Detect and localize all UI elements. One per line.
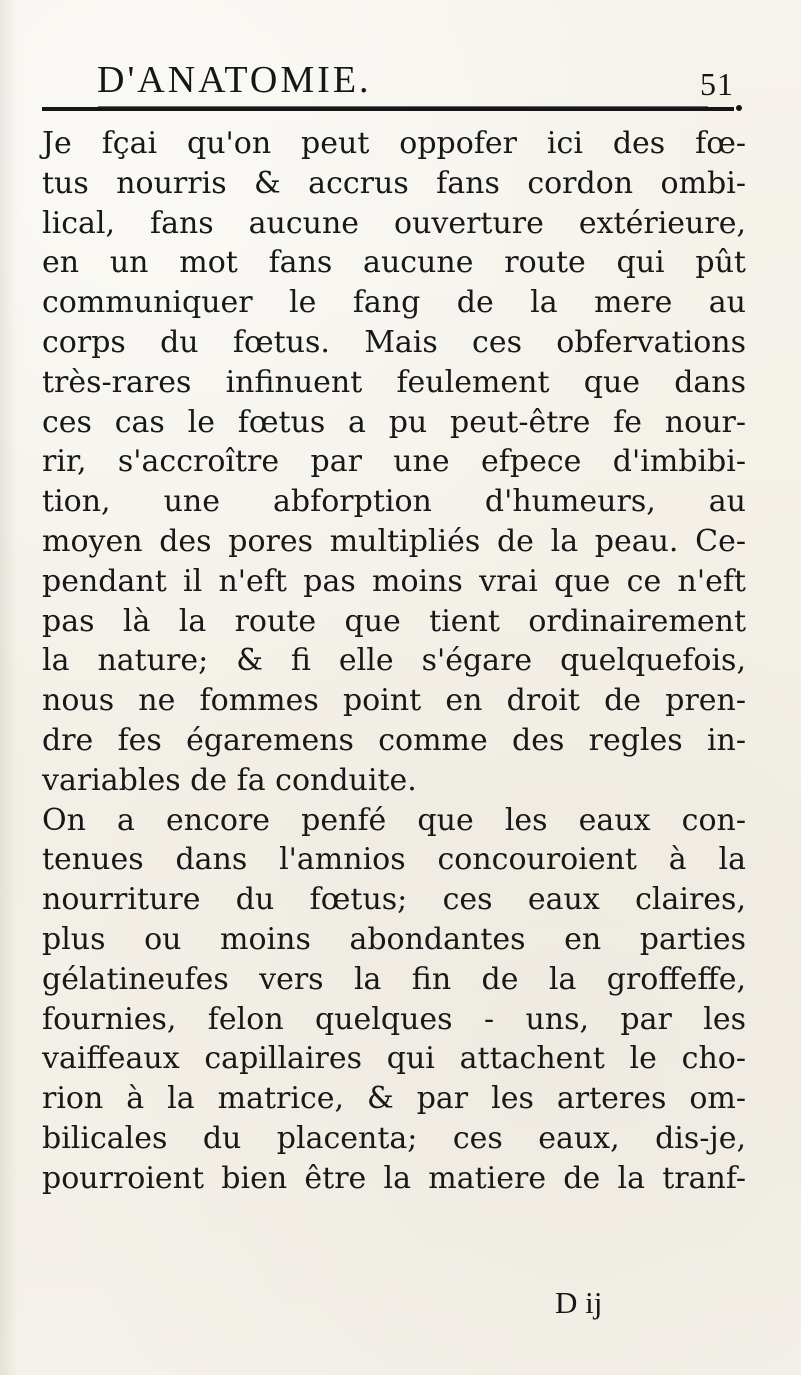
- text-line: nous ne fommes point en droit de pren-: [42, 683, 746, 719]
- text-line: dre fes égaremens comme des regles in-: [42, 722, 746, 758]
- text-line: la nature; & fi elle s'égare quelquefois,: [42, 643, 746, 679]
- text-line: rion à la matrice, & par les arteres om-: [42, 1081, 746, 1117]
- text-line: pas là la route que tient ordinairement: [42, 603, 746, 639]
- text-line: lical, fans aucune ouverture extérieure,: [42, 205, 746, 241]
- text-line: On a encore penfé que les eaux con-: [42, 802, 746, 838]
- text-line: tion, une abforption d'humeurs, au: [42, 484, 746, 520]
- text-line: gélatineufes vers la fin de la groffeffe,: [42, 961, 746, 997]
- running-title: D'ANATOMIE.: [97, 59, 372, 101]
- page-edge-shadow: [0, 0, 18, 1375]
- text-line: très-rares infinuent feulement que dans: [42, 364, 746, 400]
- text-line: plus ou moins abondantes en parties: [42, 921, 746, 957]
- body-text: [42, 124, 746, 1199]
- text-line: bilicales du placenta; ces eaux, dis-je,: [42, 1120, 746, 1156]
- text-line: moyen des pores multipliés de la peau. Ce-: [42, 523, 746, 559]
- page-number: 51: [700, 66, 734, 102]
- text-line: rir, s'accroître par une efpece d'imbibi-: [42, 444, 746, 480]
- text-line: tenues dans l'amnios concouroient à la: [42, 842, 746, 878]
- text-line: vaiffeaux capillaires qui attachent le cho-: [42, 1041, 746, 1077]
- text-line: en un mot fans aucune route qui pût: [42, 245, 746, 281]
- text-line: corps du fœtus. Mais ces obfervations: [42, 324, 746, 360]
- text-line: ces cas le fœtus a pu peut-être fe nour-: [42, 404, 746, 440]
- header-rule: [42, 107, 734, 111]
- text-line: pendant il n'eft pas moins vrai que ce n'eft: [42, 563, 746, 599]
- text-line: nourriture du fœtus; ces eaux claires,: [42, 882, 746, 918]
- signature-mark: D ij: [555, 1285, 603, 1320]
- page-header: [0, 58, 801, 102]
- text-line: tus nourris & accrus fans cordon ombi-: [42, 165, 746, 201]
- text-line: Je fçai qu'on peut oppofer ici des fœ-: [42, 126, 746, 161]
- text-line: variables de fa conduite.: [42, 762, 417, 798]
- text-line: communiquer le fang de la mere au: [42, 285, 746, 321]
- text-line: fournies, felon quelques - uns, par les: [42, 1001, 746, 1037]
- text-line: pourroient bien être la matiere de la tranf-: [42, 1160, 746, 1196]
